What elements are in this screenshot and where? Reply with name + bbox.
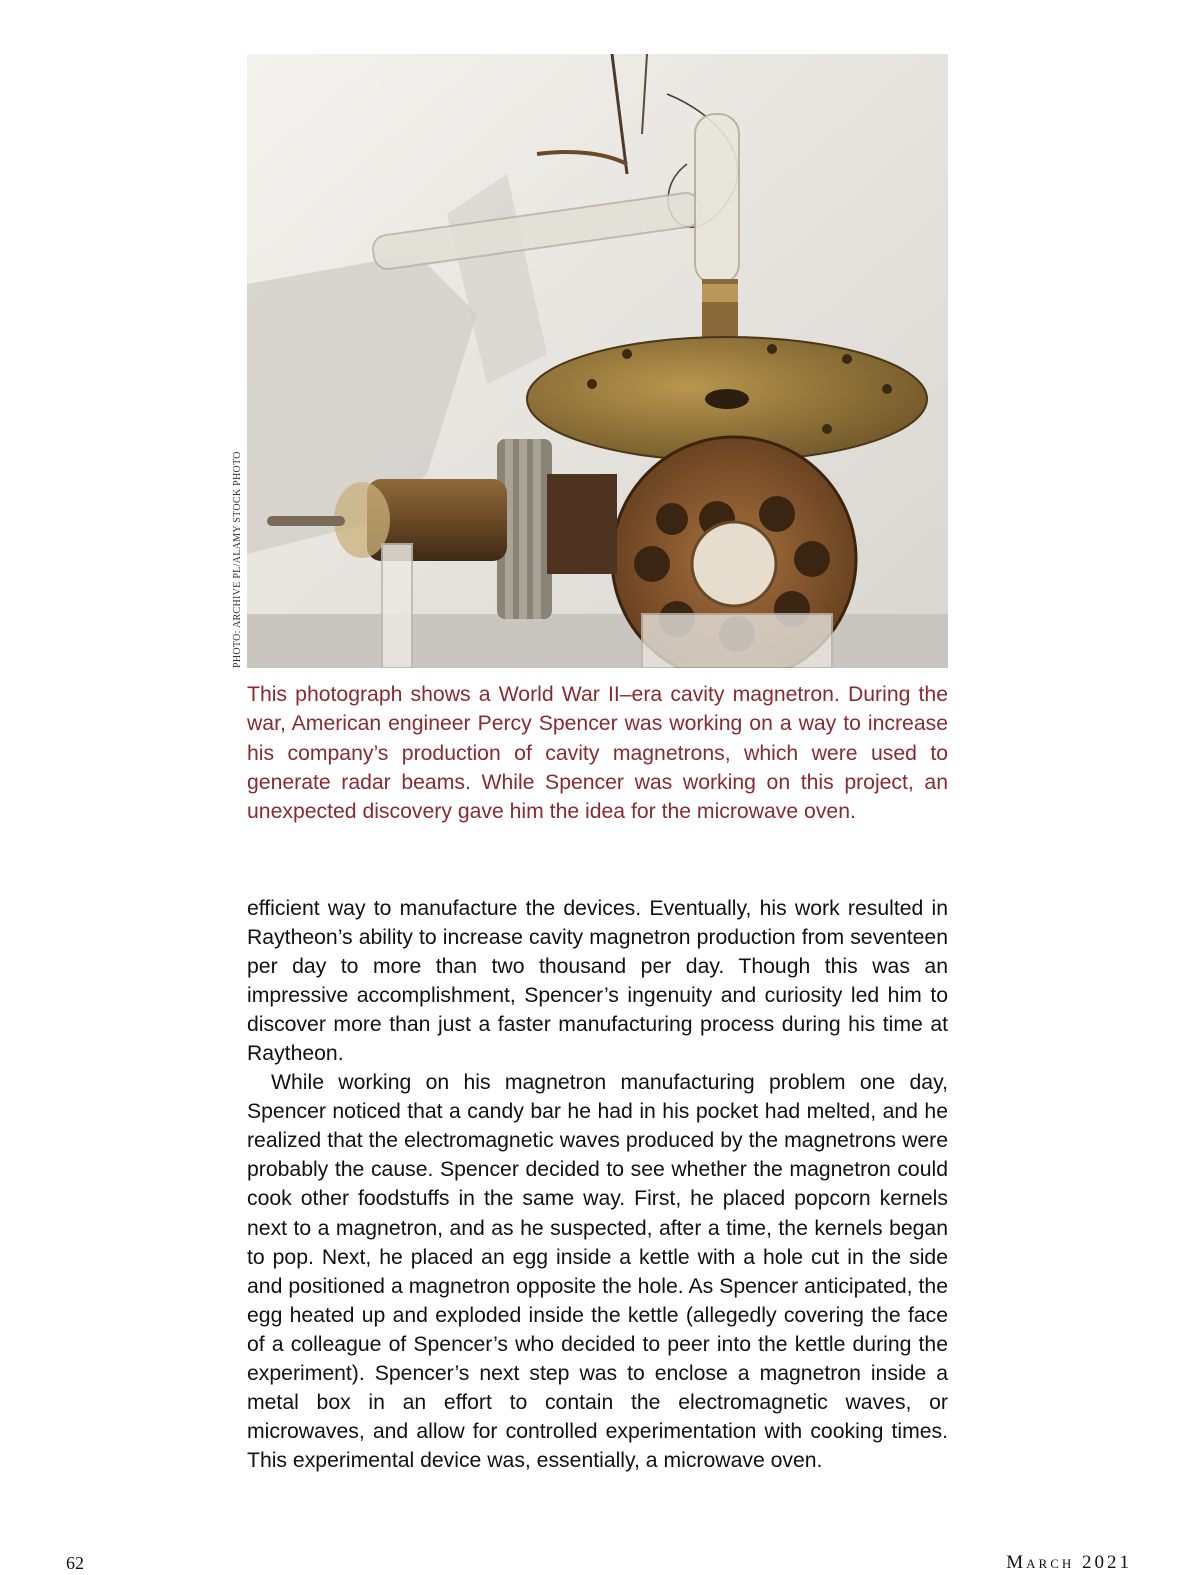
issue-date: March 2021 [1006,1552,1132,1573]
body-paragraph: While working on his magnetron manufacturing problem one day, Spencer noticed that a candy bar he had in his pocket had melted, and he realized that the electromagnetic waves produced by the magnetrons were probably the cause. Spencer decided to see whether the magnetron could cook other foodstuffs in the same way. First, he placed popcorn kernels next to a magnetron, and as he suspected, after a time, the kernels began to pop. Next, he placed an egg inside a kettle with a hole cut in the side and positioned a magnetron opposite the hole. As Spencer anticipated, the egg heated up and exploded inside the kettle (allegedly covering the face of a colleague of Spencer’s who decided to peer into the kettle during the experiment). Spencer’s next step was to enclose a magnetron inside a metal box in an effort to contain the electromagnetic waves, or microwaves, and allow for controlled experimentation with cooking times. This experimental device was, essentially, a microwave oven. [247,1071,948,1472]
magnetron-photo [247,54,948,668]
body-paragraph: efficient way to manufacture the devices. Eventually, his work resulted in Raytheon’s ability to increase cavity magnetron production from seventeen per day to more than two thousand per day. Though this was an impressive accomplishment, Spencer’s ingenuity and curiosity led him to discover more than just a faster manufacturing process during his time at Raytheon. [247,897,948,1066]
article-body [247,894,948,1475]
photo-credit: PHOTO: ARCHIVE PL/ALAMY STOCK PHOTO [232,451,243,668]
page-number: 62 [66,1553,84,1573]
photo-caption: This photograph shows a World War II–era cavity magnetron. During the war, American engineer Percy Spencer was working on a way to increase his company’s production of cavity magnetrons, which were used to generate radar beams. While Spencer was working on this project, an unexpected discovery gave him the idea for the microwave oven. [247,683,948,824]
